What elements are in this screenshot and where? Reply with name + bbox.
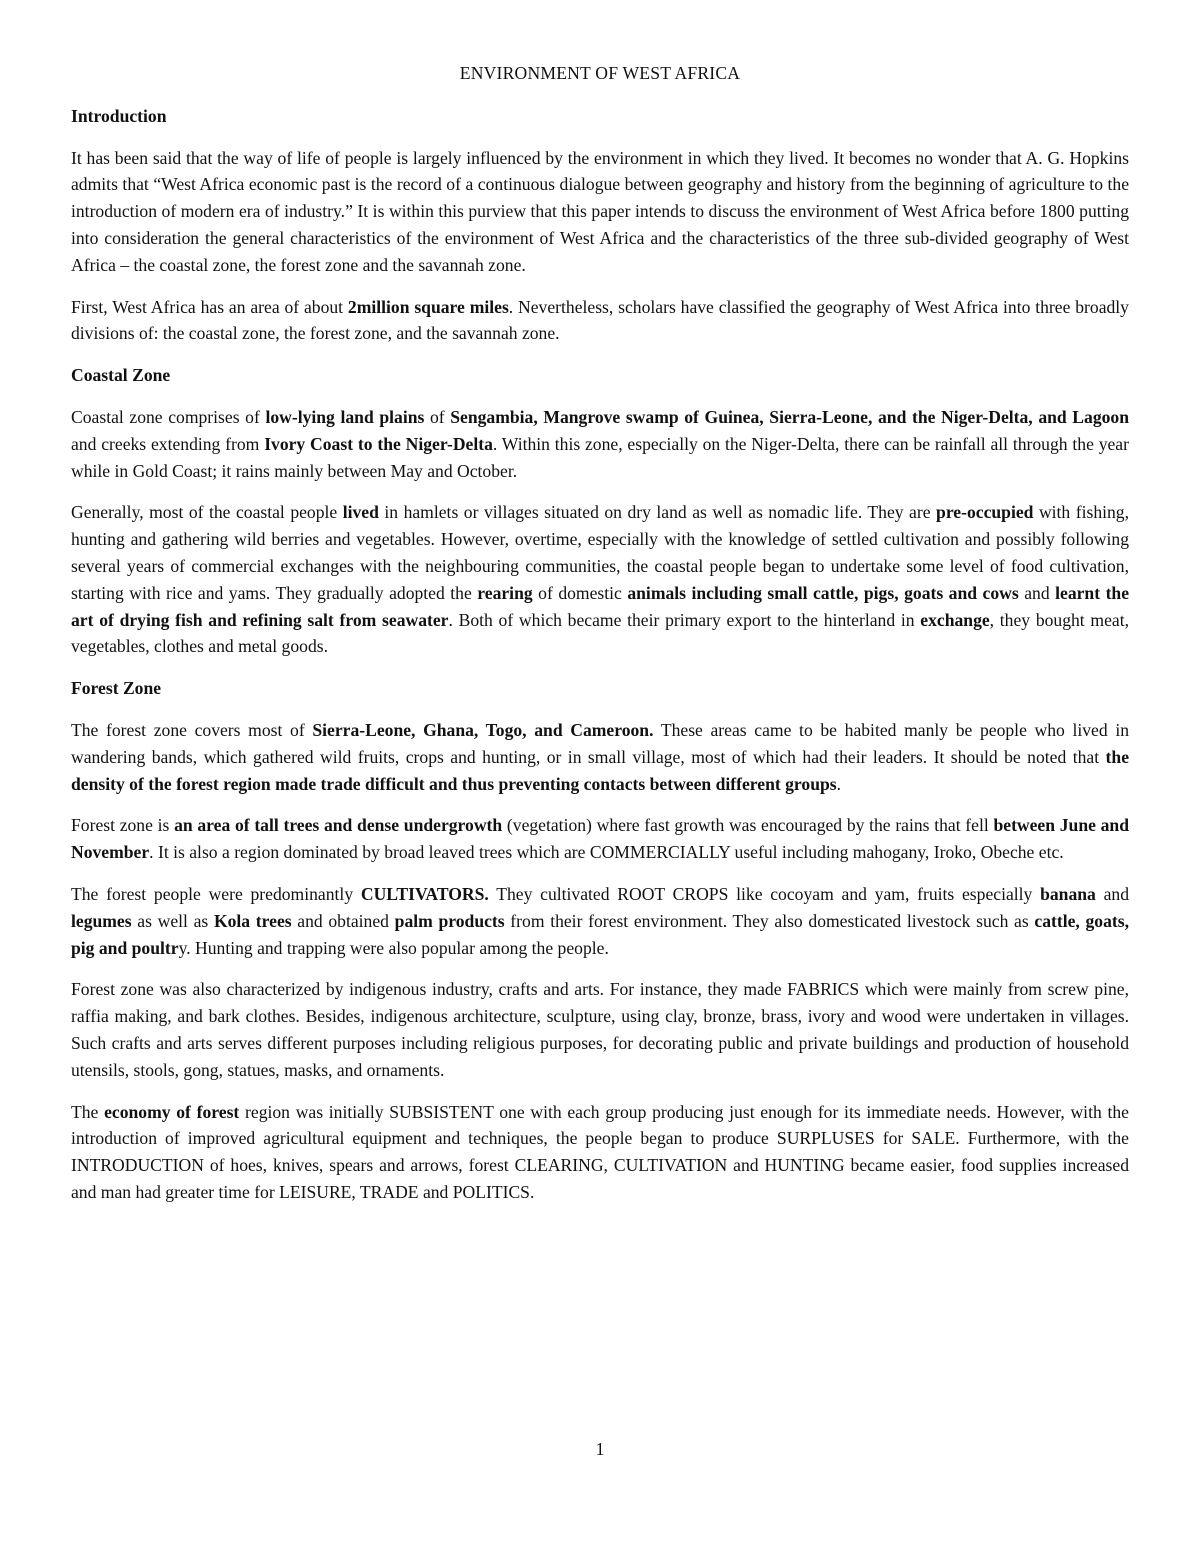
page-number: 1 [595,1439,605,1459]
paragraph-intro-1: It has been said that the way of life of people is largely influenced by the environment in which they lived. It becomes no wonder that A. G. Hopkins admits that “West Africa economic past is the record of a continuous dialogue between geography and history from the beginning of agriculture to the introduction of modern era of industry.” It is within this purview that this paper intends to discuss the environment of West Africa before 1800 putting into consideration the general characteristics of the environment of West Africa and the characteristics of the three sub-divided geography of West Africa – the coastal zone, the forest zone and the savannah zone. [71,147,1129,275]
page-content [71,60,1129,1221]
paragraph-forest-5: The economy of forest region was initially SUBSISTENT one with each group producing just enough for its immediate needs. However, with the introduction of improved agricultural equipment and techniques, the people began to produce SURPLUSES for SALE. Furthermore, with the INTRODUCTION of hoes, knives, spears and arrows, forest CLEARING, CULTIVATION and HUNTING became easier, food supplies increased and man had greater time for LEISURE, TRADE and POLITICS. [71,1101,1129,1202]
paragraph-intro-2: First, West Africa has an area of about 2million square miles. Nevertheless, scholars have classified the geography of West Africa into three broadly divisions of: the coastal zone, the forest zone, and the savannah zone. [71,296,1129,344]
heading-forest-zone: Forest Zone [71,678,162,699]
paragraph-coastal-2: Generally, most of the coastal people lived in hamlets or villages situated on dry land as well as nomadic life. They are pre-occupied with fishing, hunting and gathering wild berries and vegetables. However, overtime, especially with the knowledge of settled cultivation and possibly following several years of commercial exchanges with the neighbouring communities, the coastal people began to undertake some level of food cultivation, starting with rice and yams. They gradually adopted the rearing of domestic animals including small cattle, pigs, goats and cows and learnt the art of drying fish and refining salt from seawater. Both of which became their primary export to the hinterland in exchange, they bought meat, vegetables, clothes and metal goods. [71,502,1130,657]
paragraph-forest-1: The forest zone covers most of Sierra-Leone, Ghana, Togo, and Cameroon. These areas came to be habited manly be people who lived in wandering bands, which gathered wild fruits, crops and hunting, or in small village, most of which had their leaders. It should be noted that the density of the forest region made trade difficult and thus preventing contacts between different groups. [71,719,1130,794]
paragraph-forest-3: The forest people were predominantly CULTIVATORS. They cultivated ROOT CROPS like cocoyam and yam, fruits especially banana and legumes as well as Kola trees and obtained palm products from their forest environment. They also domesticated livestock such as cattle, goats, pig and poultry. Hunting and trapping were also popular among the people. [71,883,1129,958]
paragraph-forest-2: Forest zone is an area of tall trees and dense undergrowth (vegetation) where fast growth was encouraged by the rains that fell between June and November. It is also a region dominated by broad leaved trees which are COMMERCIALLY useful including mahogany, Iroko, Obeche etc. [71,815,1129,863]
paragraph-forest-4: Forest zone was also characterized by indigenous industry, crafts and arts. For instance, they made FABRICS which were mainly from screw pine, raffia making, and bark clothes. Besides, indigenous architecture, sculpture, using clay, bronze, brass, ivory and wood were undertaken in villages. Such crafts and arts serves different purposes including religious purposes, for decorating public and private buildings and production of household utensils, stools, gong, statues, masks, and ornaments. [71,979,1129,1080]
heading-introduction: Introduction [71,105,167,126]
heading-coastal-zone: Coastal Zone [71,365,171,386]
document-title: ENVIRONMENT OF WEST AFRICA [459,63,741,83]
paragraph-coastal-1: Coastal zone comprises of low-lying land plains of Sengambia, Mangrove swamp of Guinea, Sierra-Leone, and the Niger-Delta, and Lagoon and creeks extending from Ivory Coast to the Niger-Delta. Within this zone, especially on the Niger-Delta, there can be rainfall all through the year while in Gold Coast; it rains mainly between May and October. [71,406,1130,481]
